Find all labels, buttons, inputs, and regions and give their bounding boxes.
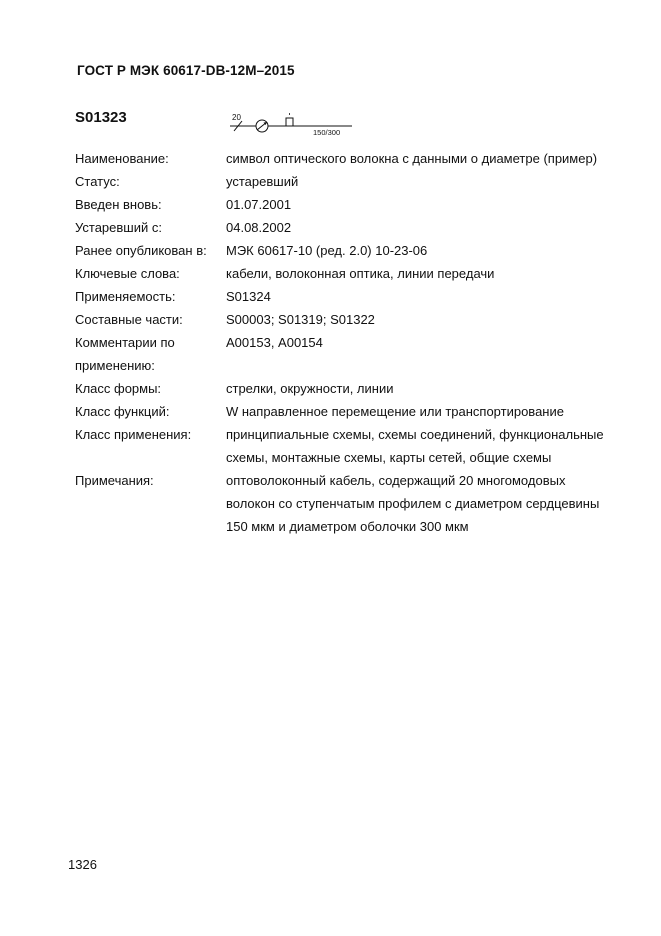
attribute-label: Класс формы: <box>75 381 162 396</box>
attribute-value <box>226 147 635 170</box>
attribute-row <box>75 423 635 469</box>
attribute-row <box>75 285 635 308</box>
attribute-row <box>75 331 635 377</box>
page-number: 1326 <box>68 857 97 872</box>
attribute-label: Устаревший с: <box>75 220 162 235</box>
attribute-label-line: применению: <box>75 358 155 373</box>
attribute-label-line: Комментарии по <box>75 335 175 350</box>
attribute-value <box>226 331 635 377</box>
attribute-row <box>75 262 635 285</box>
attribute-value-line: S00003; S01319; S01322 <box>226 312 375 327</box>
attribute-value-line: S01324 <box>226 289 271 304</box>
attribute-row <box>75 239 635 262</box>
attribute-label: Статус: <box>75 174 120 189</box>
attribute-value <box>226 193 635 216</box>
attribute-row <box>75 170 635 193</box>
attribute-label: Составные части: <box>75 312 183 327</box>
attribute-value <box>226 285 635 308</box>
attribute-row <box>75 400 635 423</box>
attribute-label: Примечания: <box>75 473 154 488</box>
attribute-label: Класс применения: <box>75 427 192 442</box>
attribute-value <box>226 216 635 239</box>
document-header: ГОСТ Р МЭК 60617-DB-12M–2015 <box>77 63 295 78</box>
diameter-label: 150/300 <box>313 128 341 137</box>
attribute-label <box>75 331 226 377</box>
attribute-value-line: 150 мкм и диаметром оболочки 300 мкм <box>226 519 469 534</box>
attribute-value <box>226 308 635 331</box>
attribute-label: Ключевые слова: <box>75 266 180 281</box>
attribute-value-line: устаревший <box>226 174 299 189</box>
attribute-value-line: символ оптического волокна с данными о диаметре (пример) <box>226 151 598 166</box>
attribute-value-line: А00153, А00154 <box>226 335 323 350</box>
symbol-attributes <box>75 147 635 538</box>
attribute-row <box>75 193 635 216</box>
attribute-label: Применяемость: <box>75 289 176 304</box>
attribute-label: Класс функций: <box>75 404 170 419</box>
attribute-value <box>226 423 635 469</box>
symbol-code: S01323 <box>75 109 127 126</box>
attribute-label: Ранее опубликован в: <box>75 243 207 258</box>
attribute-value-line: оптоволоконный кабель, содержащий 20 многомодовых <box>226 473 566 488</box>
attribute-row <box>75 469 635 538</box>
fiber-optic-symbol-icon <box>228 104 358 138</box>
attribute-row <box>75 216 635 239</box>
attribute-value-line: схемы, монтажные схемы, карты сетей, общие схемы <box>226 450 552 465</box>
attribute-value-line: волокон со ступенчатым профилем с диаметром сердцевины <box>226 496 600 511</box>
attribute-value-line: стрелки, окружности, линии <box>226 381 394 396</box>
attribute-value-line: W направленное перемещение или транспортирование <box>226 404 564 419</box>
attribute-label: Введен вновь: <box>75 197 162 212</box>
attribute-value <box>226 469 635 538</box>
attribute-value <box>226 377 635 400</box>
attribute-value-line: кабели, волоконная оптика, линии передачи <box>226 266 495 281</box>
fiber-count-label: 20 <box>232 113 241 122</box>
attribute-row <box>75 308 635 331</box>
attribute-value-line: МЭК 60617-10 (ред. 2.0) 10-23-06 <box>226 243 428 258</box>
attribute-value <box>226 400 635 423</box>
attribute-row <box>75 147 635 170</box>
attribute-row <box>75 377 635 400</box>
attribute-value-line: принципиальные схемы, схемы соединений, функциональные <box>226 427 604 442</box>
attribute-value <box>226 239 635 262</box>
attribute-value <box>226 262 635 285</box>
attribute-value-line: 01.07.2001 <box>226 197 292 212</box>
attribute-label: Наименование: <box>75 151 169 166</box>
attribute-value <box>226 170 635 193</box>
attribute-value-line: 04.08.2002 <box>226 220 292 235</box>
